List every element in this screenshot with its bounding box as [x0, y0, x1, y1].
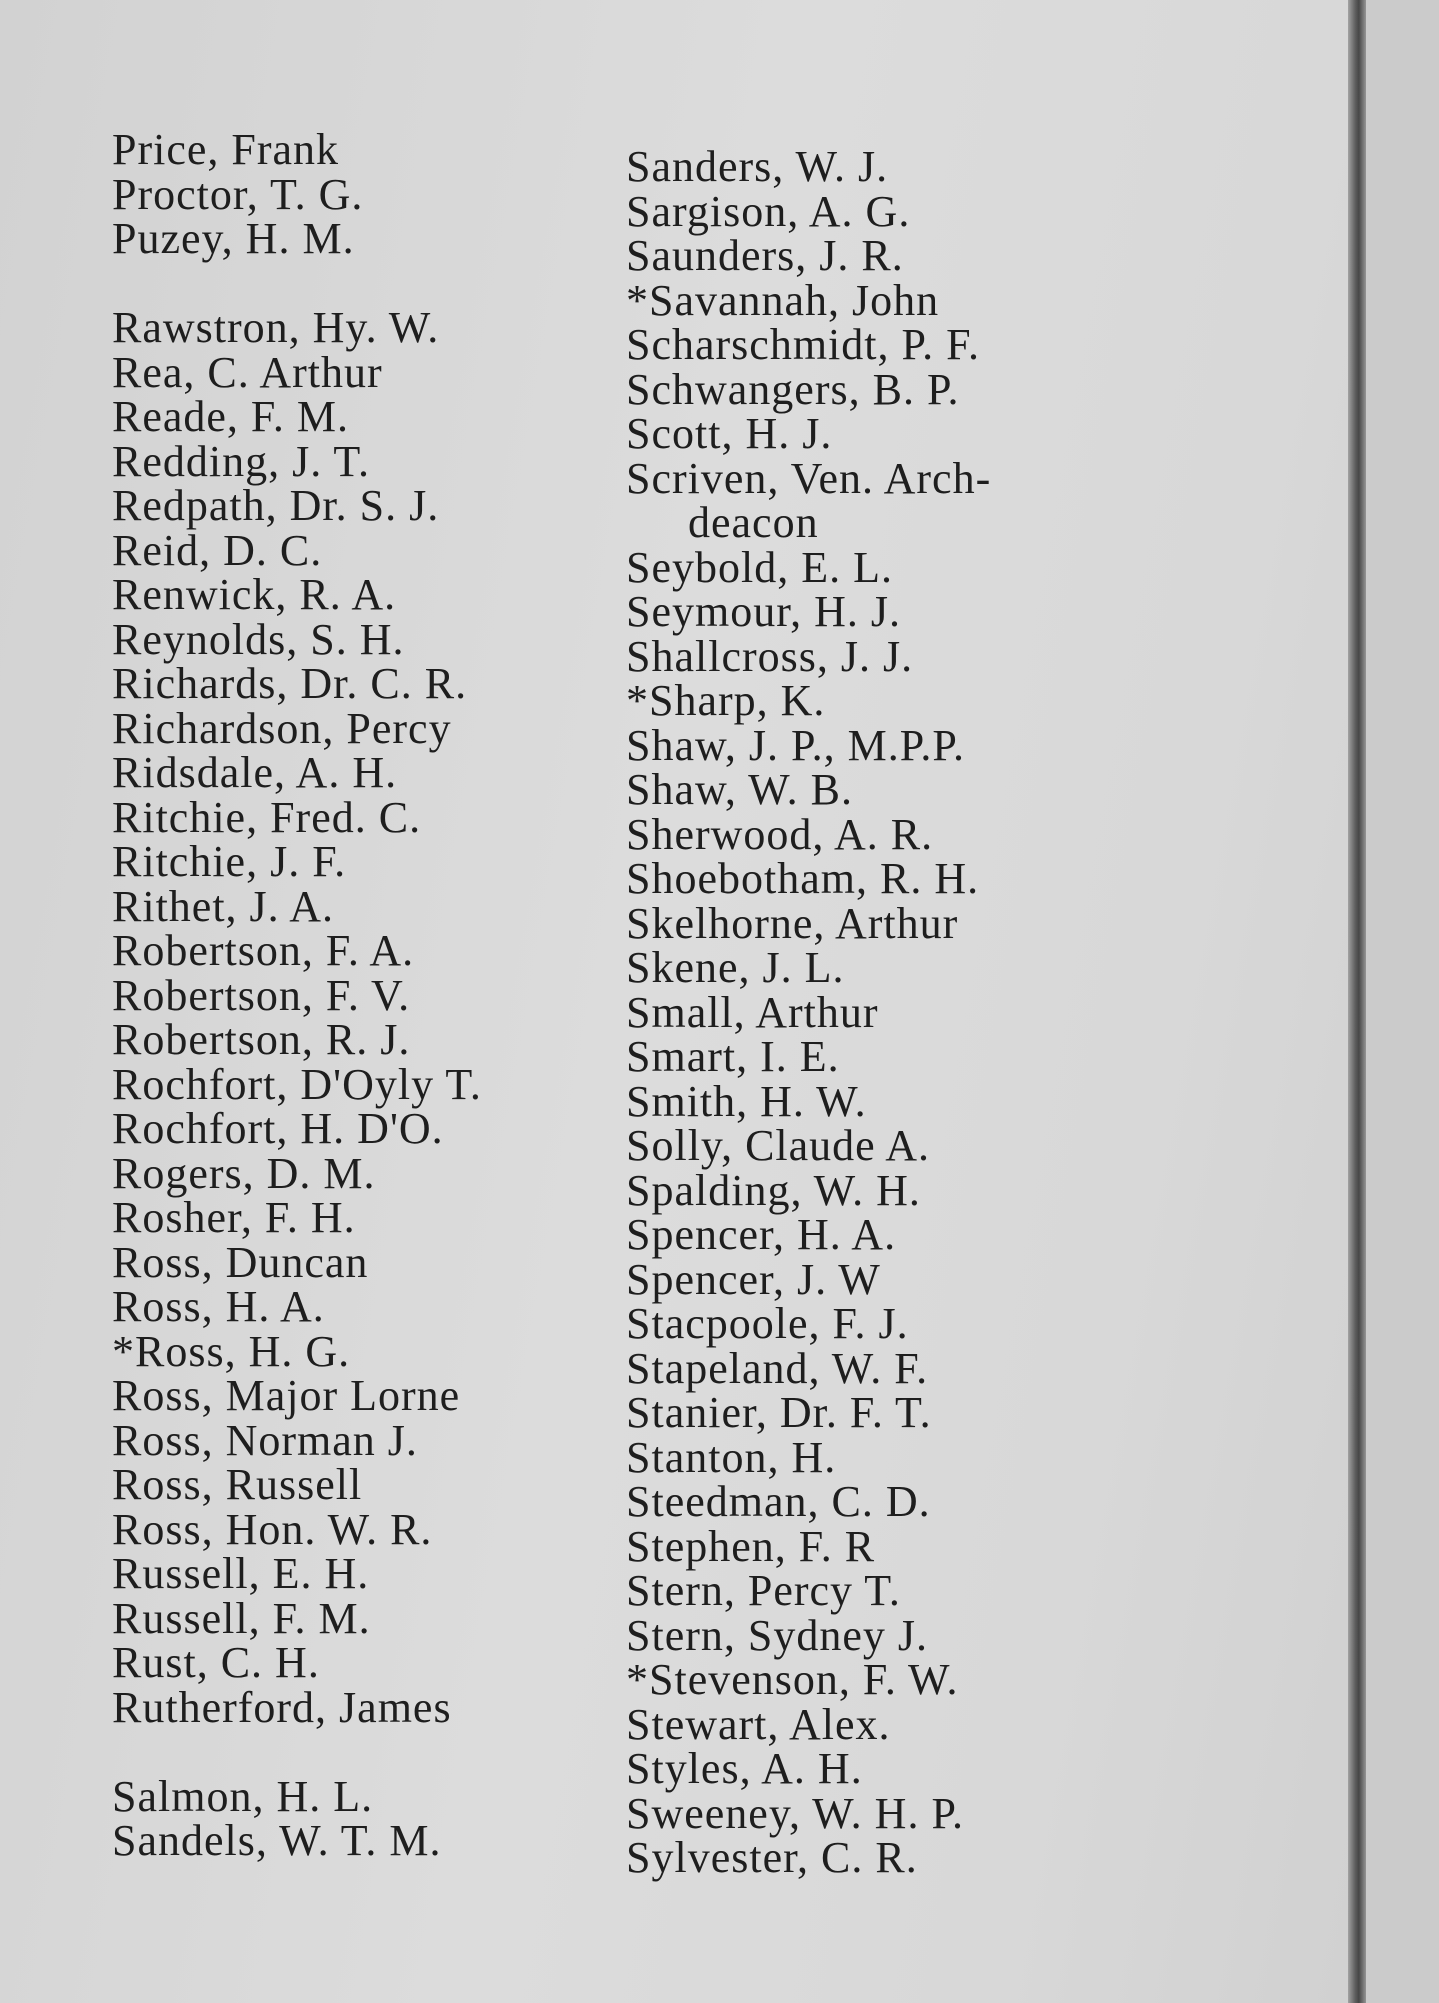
list-item: Schwangers, B. P. — [626, 364, 960, 414]
name-list-left — [112, 125, 632, 1865]
list-item: deacon — [688, 498, 819, 547]
list-item: Stern, Sydney J. — [626, 1610, 928, 1660]
list-gap — [112, 262, 632, 307]
list-item: Shallcross, J. J. — [626, 631, 914, 681]
list-item: Stapeland, W. F. — [626, 1343, 929, 1393]
list-item: Rutherford, James — [112, 1682, 452, 1732]
list-item: Smith, H. W. — [626, 1076, 867, 1126]
list-item: Stewart, Alex. — [626, 1699, 891, 1749]
list-item: Spencer, H. A. — [626, 1210, 897, 1259]
list-item: Scriven, Ven. Arch- — [626, 453, 992, 503]
list-item: Richardson, Percy — [112, 703, 452, 753]
list-item: Seybold, E. L. — [626, 542, 893, 592]
list-item: Ridsdale, A. H. — [112, 748, 398, 797]
list-item: Sandels, W. T. M. — [112, 1816, 442, 1865]
list-item: Spalding, W. H. — [626, 1165, 921, 1215]
list-item: Smart, I. E. — [626, 1032, 840, 1081]
list-item: Price, Frank — [112, 125, 340, 174]
list-item: Stanier, Dr. F. T. — [626, 1388, 932, 1437]
list-item: Rochfort, H. D'O. — [112, 1104, 444, 1153]
list-item: Robertson, R. J. — [112, 1015, 411, 1064]
list-item: Small, Arthur — [626, 987, 879, 1037]
list-item: Puzey, H. M. — [112, 214, 355, 263]
list-item: Sanders, W. J. — [626, 142, 889, 191]
list-item: Sargison, A. G. — [626, 186, 911, 236]
list-item: Shaw, W. B. — [626, 765, 853, 814]
list-item: Rawstron, Hy. W. — [112, 303, 440, 352]
list-item: Rogers, D. M. — [112, 1148, 376, 1198]
list-item: Scott, H. J. — [626, 409, 833, 458]
list-item: Shoebotham, R. H. — [626, 854, 980, 903]
list-item: Renwick, R. A. — [112, 570, 397, 619]
list-item: Robertson, F. A. — [112, 926, 415, 975]
list-item: *Ross, H. G. — [112, 1326, 351, 1376]
list-item: Sherwood, A. R. — [626, 809, 934, 859]
list-item: Ross, Hon. W. R. — [112, 1504, 433, 1554]
list-item: Shaw, J. P., M.P.P. — [626, 720, 965, 770]
list-item: Rochfort, D'Oyly T. — [112, 1059, 482, 1109]
list-item: Salmon, H. L. — [112, 1771, 374, 1821]
facing-page-margin — [1366, 0, 1439, 2003]
list-item: Rosher, F. H. — [112, 1193, 356, 1242]
list-item: Stacpoole, F. J. — [626, 1299, 909, 1348]
list-item: Rust, C. H. — [112, 1638, 320, 1687]
list-item: Scharschmidt, P. F. — [626, 320, 981, 369]
list-item: Ross, H. A. — [112, 1282, 325, 1331]
list-item: Steedman, C. D. — [626, 1477, 931, 1526]
list-item: Saunders, J. R. — [626, 231, 904, 280]
list-item: Russell, F. M. — [112, 1593, 371, 1643]
list-item: Robertson, F. V. — [112, 970, 411, 1020]
list-item: Reynolds, S. H. — [112, 614, 405, 664]
list-gap — [112, 1730, 632, 1775]
list-item: Redpath, Dr. S. J. — [112, 481, 440, 530]
list-item: Styles, A. H. — [626, 1744, 863, 1793]
list-item: Sweeney, W. H. P. — [626, 1788, 965, 1838]
list-item: Spencer, J. W — [626, 1254, 881, 1304]
list-item: Rithet, J. A. — [112, 881, 335, 931]
list-item: Skene, J. L. — [626, 943, 845, 992]
list-item: Ritchie, J. F. — [112, 837, 347, 886]
list-item: Sylvester, C. R. — [626, 1833, 918, 1882]
list-item: Seymour, H. J. — [626, 587, 902, 636]
list-item: Solly, Claude A. — [626, 1121, 931, 1170]
list-item: Russell, E. H. — [112, 1549, 370, 1598]
list-item: Reid, D. C. — [112, 525, 323, 575]
list-item: Redding, J. T. — [112, 436, 371, 486]
list-item: Richards, Dr. C. R. — [112, 659, 468, 708]
list-item: *Stevenson, F. W. — [626, 1655, 959, 1704]
page-binding-shadow — [1348, 0, 1366, 2003]
list-item: Ross, Major Lorne — [112, 1371, 461, 1420]
list-item: Ritchie, Fred. C. — [112, 792, 422, 842]
list-item: Stern, Percy T. — [626, 1566, 901, 1615]
list-item: Ross, Norman J. — [112, 1415, 418, 1465]
list-item: Stanton, H. — [626, 1432, 837, 1482]
list-item: Stephen, F. R — [626, 1521, 876, 1571]
name-list-right — [626, 142, 1146, 1882]
list-item: Reade, F. M. — [112, 392, 350, 441]
list-item: Skelhorne, Arthur — [626, 898, 959, 948]
list-item: Ross, Russell — [112, 1460, 363, 1509]
list-item: Proctor, T. G. — [112, 169, 364, 219]
list-item: *Savannah, John — [626, 275, 940, 325]
list-item: Rea, C. Arthur — [112, 347, 383, 397]
list-item: Ross, Duncan — [112, 1237, 369, 1287]
list-item: *Sharp, K. — [626, 676, 826, 725]
